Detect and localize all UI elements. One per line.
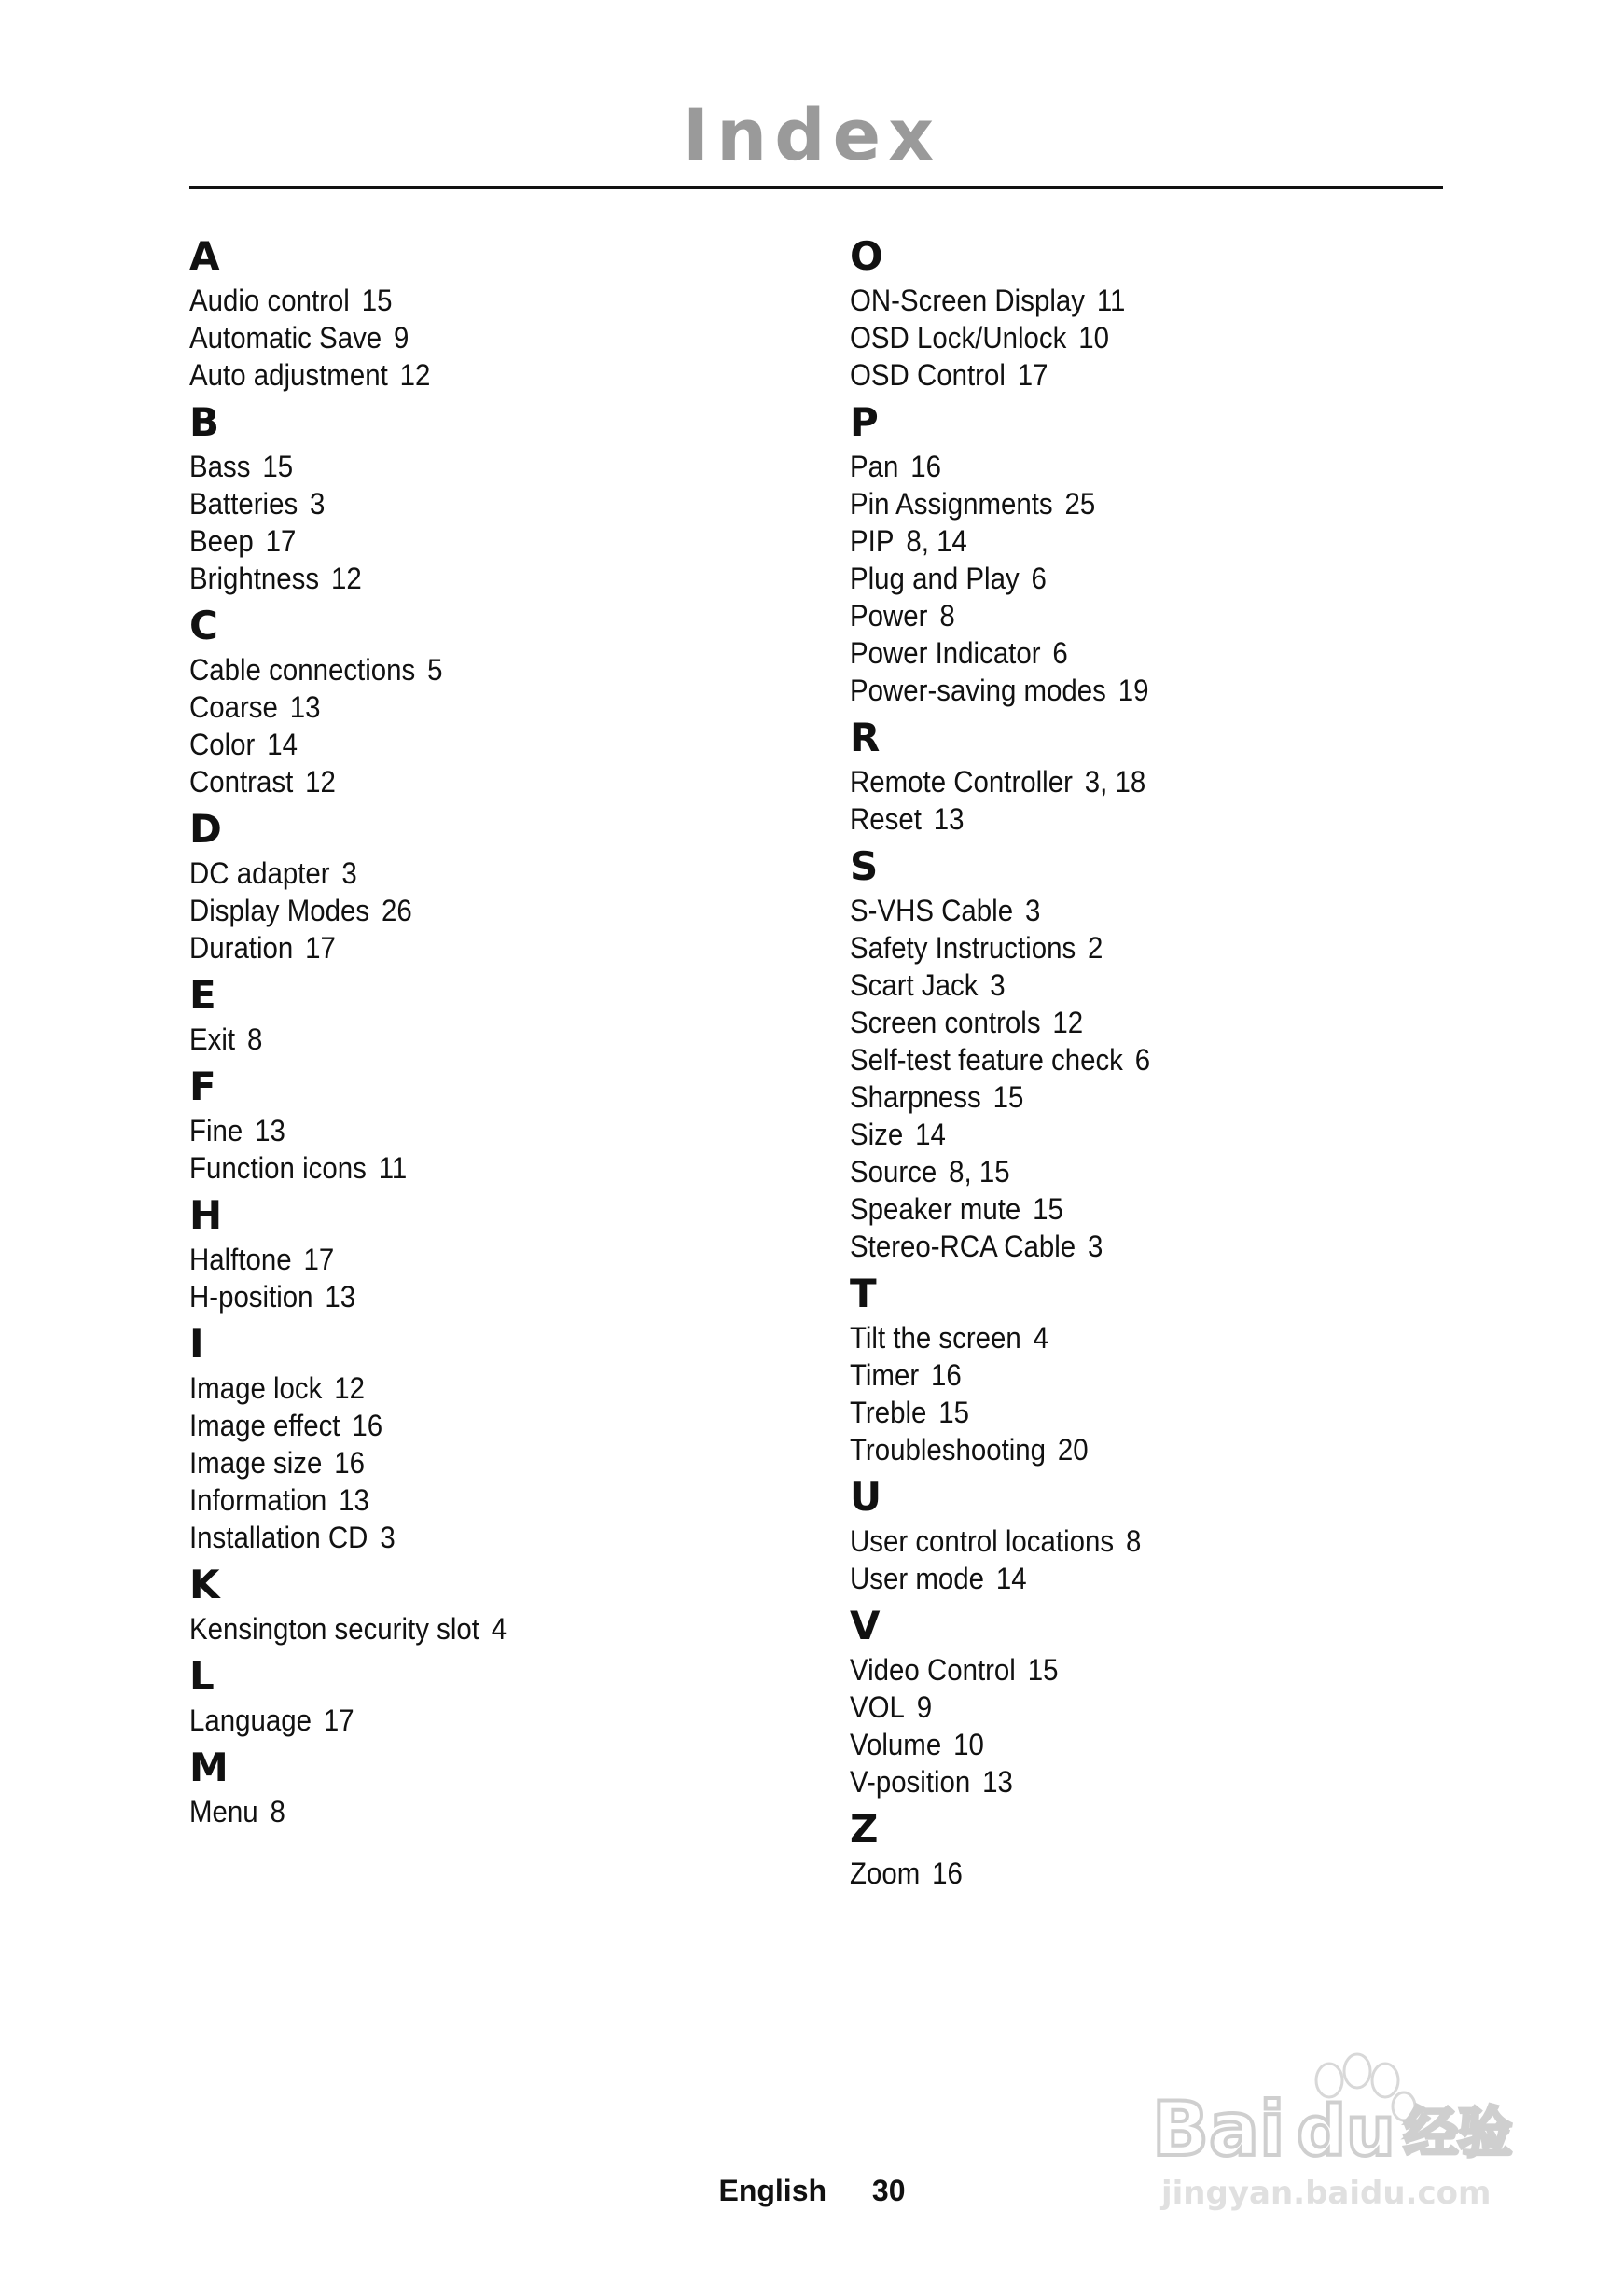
footer-page-number: 30 bbox=[871, 2174, 906, 2207]
index-term: Scart Jack bbox=[850, 968, 979, 1002]
index-entry bbox=[189, 1407, 773, 1444]
index-page-ref: 3 bbox=[380, 1521, 396, 1554]
index-page-ref: 3 bbox=[310, 487, 326, 521]
index-page-ref: 12 bbox=[334, 1371, 365, 1405]
index-entry bbox=[189, 1021, 773, 1058]
index-entry bbox=[850, 1689, 1434, 1726]
index-term: Language bbox=[189, 1703, 312, 1737]
index-term: OSD Lock/Unlock bbox=[850, 321, 1067, 355]
index-page-ref: 15 bbox=[1033, 1192, 1063, 1226]
index-entry bbox=[850, 763, 1434, 800]
index-page-ref: 6 bbox=[1134, 1043, 1151, 1077]
index-letter-heading: F bbox=[189, 1064, 216, 1109]
index-page-ref: 10 bbox=[953, 1728, 984, 1761]
index-page-ref: 17 bbox=[303, 1243, 335, 1276]
index-page-ref: 19 bbox=[1117, 674, 1149, 707]
svg-text:经验: 经验 bbox=[1404, 2101, 1513, 2164]
index-page-ref: 16 bbox=[910, 450, 942, 483]
index-entry bbox=[850, 1431, 1434, 1468]
page-title: Index bbox=[682, 93, 942, 176]
index-entry bbox=[850, 1560, 1434, 1597]
index-term: Size bbox=[850, 1118, 904, 1151]
index-page-ref: 15 bbox=[361, 284, 393, 317]
index-term: Treble bbox=[850, 1396, 927, 1429]
index-term: Safety Instructions bbox=[850, 931, 1076, 965]
index-group bbox=[850, 715, 1484, 838]
index-term: Pin Assignments bbox=[850, 487, 1053, 521]
index-entry bbox=[189, 1241, 773, 1278]
index-term: Kensington security slot bbox=[189, 1612, 479, 1646]
svg-text:du: du bbox=[1297, 2092, 1395, 2172]
index-page-ref: 15 bbox=[938, 1396, 969, 1429]
index-entry bbox=[189, 1278, 773, 1315]
index-term: Contrast bbox=[189, 765, 294, 799]
index-entry bbox=[850, 1726, 1434, 1763]
index-term: Source bbox=[850, 1155, 937, 1189]
index-column-right bbox=[850, 233, 1484, 1898]
index-entry bbox=[189, 1149, 773, 1187]
index-entry bbox=[189, 929, 773, 966]
index-letter-heading: D bbox=[189, 806, 222, 852]
index-group bbox=[189, 1653, 824, 1739]
index-entry bbox=[850, 929, 1434, 966]
index-entry bbox=[850, 560, 1434, 597]
index-page-ref: 6 bbox=[1052, 636, 1068, 670]
index-page-ref: 5 bbox=[427, 653, 443, 687]
index-entry bbox=[189, 651, 773, 688]
index-entry bbox=[189, 763, 773, 800]
index-page-ref: 8, 14 bbox=[906, 524, 967, 558]
index-entry bbox=[189, 1444, 773, 1481]
index-entry bbox=[850, 356, 1434, 394]
index-page-ref: 20 bbox=[1057, 1433, 1089, 1467]
index-entry bbox=[850, 1651, 1434, 1689]
footer-language: English bbox=[718, 2174, 827, 2207]
index-page-ref: 12 bbox=[1052, 1006, 1084, 1039]
index-letter-heading: M bbox=[189, 1745, 229, 1790]
index-entry bbox=[850, 672, 1434, 709]
index-term: Image size bbox=[189, 1446, 323, 1480]
index-group bbox=[189, 1192, 824, 1315]
index-term: Brightness bbox=[189, 562, 320, 595]
index-page-ref: 13 bbox=[325, 1280, 356, 1314]
index-term: User mode bbox=[850, 1562, 984, 1595]
index-term: Fine bbox=[189, 1114, 243, 1147]
index-page-ref: 4 bbox=[491, 1612, 507, 1646]
index-term: Coarse bbox=[189, 690, 278, 724]
index-term: ON-Screen Display bbox=[850, 284, 1085, 317]
baidu-jingyan-watermark bbox=[1152, 2043, 1544, 2230]
index-group bbox=[850, 1271, 1484, 1468]
index-entry bbox=[850, 1319, 1434, 1356]
index-entry bbox=[850, 1153, 1434, 1190]
index-term: Sharpness bbox=[850, 1080, 981, 1114]
index-entry bbox=[850, 1078, 1434, 1116]
index-term: Tilt the screen bbox=[850, 1321, 1021, 1355]
index-page-ref: 16 bbox=[931, 1358, 962, 1392]
index-term: Self-test feature check bbox=[850, 1043, 1123, 1077]
index-term: PIP bbox=[850, 524, 895, 558]
index-entry bbox=[850, 1228, 1434, 1265]
index-page-ref: 16 bbox=[932, 1856, 963, 1890]
index-page-ref: 16 bbox=[334, 1446, 365, 1480]
index-page-ref: 26 bbox=[381, 894, 412, 927]
index-term: Video Control bbox=[850, 1653, 1016, 1687]
index-term: Beep bbox=[189, 524, 254, 558]
index-term: S-VHS Cable bbox=[850, 894, 1014, 927]
index-entry bbox=[850, 1190, 1434, 1228]
index-page-ref: 17 bbox=[323, 1703, 354, 1737]
index-group bbox=[850, 1474, 1484, 1597]
index-group bbox=[189, 1562, 824, 1647]
index-letter-heading: R bbox=[850, 715, 881, 760]
index-page-ref: 9 bbox=[916, 1690, 933, 1724]
index-entry bbox=[189, 855, 773, 892]
index-term: User control locations bbox=[850, 1524, 1115, 1558]
index-page-ref: 17 bbox=[1017, 358, 1048, 392]
index-page-ref: 8 bbox=[270, 1795, 285, 1828]
index-term: Audio control bbox=[189, 284, 350, 317]
index-letter-heading: O bbox=[850, 233, 883, 279]
title-rule bbox=[189, 186, 1443, 189]
index-entry bbox=[850, 1763, 1434, 1800]
index-group bbox=[189, 1745, 824, 1830]
index-entry bbox=[189, 1519, 773, 1556]
svg-text:Bai: Bai bbox=[1152, 2086, 1285, 2173]
index-letter-heading: Z bbox=[850, 1806, 879, 1852]
index-page-ref: 14 bbox=[267, 728, 298, 761]
index-term: Display Modes bbox=[189, 894, 370, 927]
index-page-ref: 13 bbox=[255, 1114, 285, 1147]
svg-text:jingyan.baidu.com: jingyan.baidu.com bbox=[1161, 2175, 1492, 2212]
index-term: Timer bbox=[850, 1358, 920, 1392]
index-page-ref: 17 bbox=[265, 524, 297, 558]
index-letter-heading: V bbox=[850, 1603, 881, 1648]
index-term: Image lock bbox=[189, 1371, 323, 1405]
index-entry bbox=[850, 448, 1434, 485]
index-term: Duration bbox=[189, 931, 294, 965]
index-entry bbox=[850, 1356, 1434, 1394]
index-page-ref: 16 bbox=[352, 1409, 383, 1442]
index-term: Menu bbox=[189, 1795, 258, 1828]
index-entry bbox=[850, 1041, 1434, 1078]
index-letter-heading: H bbox=[189, 1192, 223, 1238]
index-term: Function icons bbox=[189, 1151, 367, 1185]
index-entry bbox=[850, 1004, 1434, 1041]
index-letter-heading: A bbox=[189, 233, 220, 279]
index-page-ref: 9 bbox=[394, 321, 409, 355]
index-entry bbox=[850, 1855, 1434, 1892]
index-term: Information bbox=[189, 1483, 327, 1517]
index-entry bbox=[189, 356, 773, 394]
index-letter-heading: E bbox=[189, 972, 216, 1018]
index-term: DC adapter bbox=[189, 856, 330, 890]
index-entry bbox=[189, 282, 773, 319]
index-page-ref: 13 bbox=[933, 802, 965, 836]
index-group bbox=[189, 972, 824, 1058]
index-letter-heading: I bbox=[189, 1321, 204, 1367]
index-letter-heading: B bbox=[189, 399, 220, 445]
index-entry bbox=[189, 1481, 773, 1519]
index-entry bbox=[850, 966, 1434, 1004]
index-term: Image effect bbox=[189, 1409, 340, 1442]
index-entry bbox=[189, 1702, 773, 1739]
index-page-ref: 17 bbox=[305, 931, 336, 965]
index-page-ref: 11 bbox=[1096, 284, 1126, 317]
index-page-ref: 15 bbox=[992, 1080, 1024, 1114]
index-group bbox=[189, 603, 824, 800]
index-term: OSD Control bbox=[850, 358, 1006, 392]
index-page-ref: 12 bbox=[330, 562, 362, 595]
index-term: Power bbox=[850, 599, 928, 633]
index-page-ref: 10 bbox=[1078, 321, 1109, 355]
index-term: Volume bbox=[850, 1728, 942, 1761]
index-page-ref: 13 bbox=[982, 1765, 1013, 1799]
index-entry bbox=[850, 1522, 1434, 1560]
index-entry bbox=[189, 522, 773, 560]
index-term: Cable connections bbox=[189, 653, 416, 687]
index-page-ref: 25 bbox=[1064, 487, 1096, 521]
index-page-ref: 3 bbox=[990, 968, 1006, 1002]
index-page-ref: 14 bbox=[995, 1562, 1027, 1595]
index-term: Auto adjustment bbox=[189, 358, 388, 392]
index-entry bbox=[189, 319, 773, 356]
index-group bbox=[850, 1603, 1484, 1800]
index-page-ref: 3 bbox=[1088, 1230, 1103, 1263]
index-term: Zoom bbox=[850, 1856, 921, 1890]
index-letter-heading: C bbox=[189, 603, 218, 648]
index-column-left bbox=[189, 233, 824, 1836]
index-entry bbox=[189, 688, 773, 726]
index-term: Pan bbox=[850, 450, 899, 483]
index-page-ref: 13 bbox=[339, 1483, 369, 1517]
index-term: Power Indicator bbox=[850, 636, 1041, 670]
index-entry bbox=[850, 597, 1434, 634]
index-letter-heading: S bbox=[850, 843, 879, 889]
index-page-ref: 12 bbox=[305, 765, 336, 799]
index-group bbox=[850, 1806, 1484, 1892]
index-page-ref: 15 bbox=[1027, 1653, 1059, 1687]
index-entry bbox=[850, 634, 1434, 672]
index-group bbox=[189, 399, 824, 597]
index-entry bbox=[189, 892, 773, 929]
index-term: Remote Controller bbox=[850, 765, 1073, 799]
index-page-ref: 8 bbox=[246, 1022, 263, 1056]
index-term: Installation CD bbox=[189, 1521, 368, 1554]
index-term: Halftone bbox=[189, 1243, 292, 1276]
index-page-ref: 15 bbox=[262, 450, 294, 483]
index-entry bbox=[189, 1112, 773, 1149]
index-group bbox=[850, 843, 1484, 1265]
index-term: Speaker mute bbox=[850, 1192, 1021, 1226]
index-entry bbox=[850, 800, 1434, 838]
index-page-ref: 8 bbox=[1125, 1524, 1142, 1558]
index-term: H-position bbox=[189, 1280, 313, 1314]
index-page-ref: 6 bbox=[1031, 562, 1047, 595]
index-page-ref: 3 bbox=[1024, 894, 1041, 927]
index-letter-heading: K bbox=[189, 1562, 220, 1607]
index-group bbox=[189, 1064, 824, 1187]
index-term: Plug and Play bbox=[850, 562, 1020, 595]
index-page-ref: 13 bbox=[289, 690, 321, 724]
index-group bbox=[189, 1321, 824, 1556]
index-page-ref: 8, 15 bbox=[949, 1155, 1010, 1189]
index-entry bbox=[850, 892, 1434, 929]
index-term: Screen controls bbox=[850, 1006, 1041, 1039]
index-term: Automatic Save bbox=[189, 321, 382, 355]
index-entry bbox=[189, 485, 773, 522]
index-term: VOL bbox=[850, 1690, 905, 1724]
index-term: Color bbox=[189, 728, 256, 761]
index-letter-heading: U bbox=[850, 1474, 882, 1520]
index-letter-heading: T bbox=[850, 1271, 877, 1316]
index-page-ref: 12 bbox=[399, 358, 431, 392]
index-entry bbox=[850, 522, 1434, 560]
index-page-ref: 3 bbox=[341, 856, 357, 890]
index-entry bbox=[189, 1369, 773, 1407]
index-term: V-position bbox=[850, 1765, 971, 1799]
index-group bbox=[850, 399, 1484, 709]
index-letter-heading: P bbox=[850, 399, 879, 445]
index-entry bbox=[189, 448, 773, 485]
index-page-ref: 2 bbox=[1088, 931, 1103, 965]
index-page-ref: 4 bbox=[1033, 1321, 1049, 1355]
index-term: Exit bbox=[189, 1022, 236, 1056]
index-letter-heading: L bbox=[189, 1653, 215, 1699]
index-group bbox=[189, 233, 824, 394]
index-entry bbox=[189, 1793, 773, 1830]
index-entry bbox=[850, 1394, 1434, 1431]
index-entry bbox=[189, 560, 773, 597]
index-entry bbox=[189, 726, 773, 763]
index-group bbox=[850, 233, 1484, 394]
index-term: Bass bbox=[189, 450, 251, 483]
index-term: Stereo-RCA Cable bbox=[850, 1230, 1076, 1263]
index-term: Power-saving modes bbox=[850, 674, 1106, 707]
index-entry bbox=[850, 319, 1434, 356]
index-page-ref: 3, 18 bbox=[1084, 765, 1146, 799]
index-page-ref: 11 bbox=[378, 1151, 408, 1185]
index-entry bbox=[850, 282, 1434, 319]
index-page-ref: 14 bbox=[915, 1118, 946, 1151]
index-group bbox=[189, 806, 824, 966]
index-entry bbox=[850, 485, 1434, 522]
index-term: Troubleshooting bbox=[850, 1433, 1047, 1467]
index-term: Batteries bbox=[189, 487, 298, 521]
index-entry bbox=[189, 1610, 773, 1647]
index-term: Reset bbox=[850, 802, 922, 836]
index-entry bbox=[850, 1116, 1434, 1153]
index-page-ref: 8 bbox=[939, 599, 955, 633]
